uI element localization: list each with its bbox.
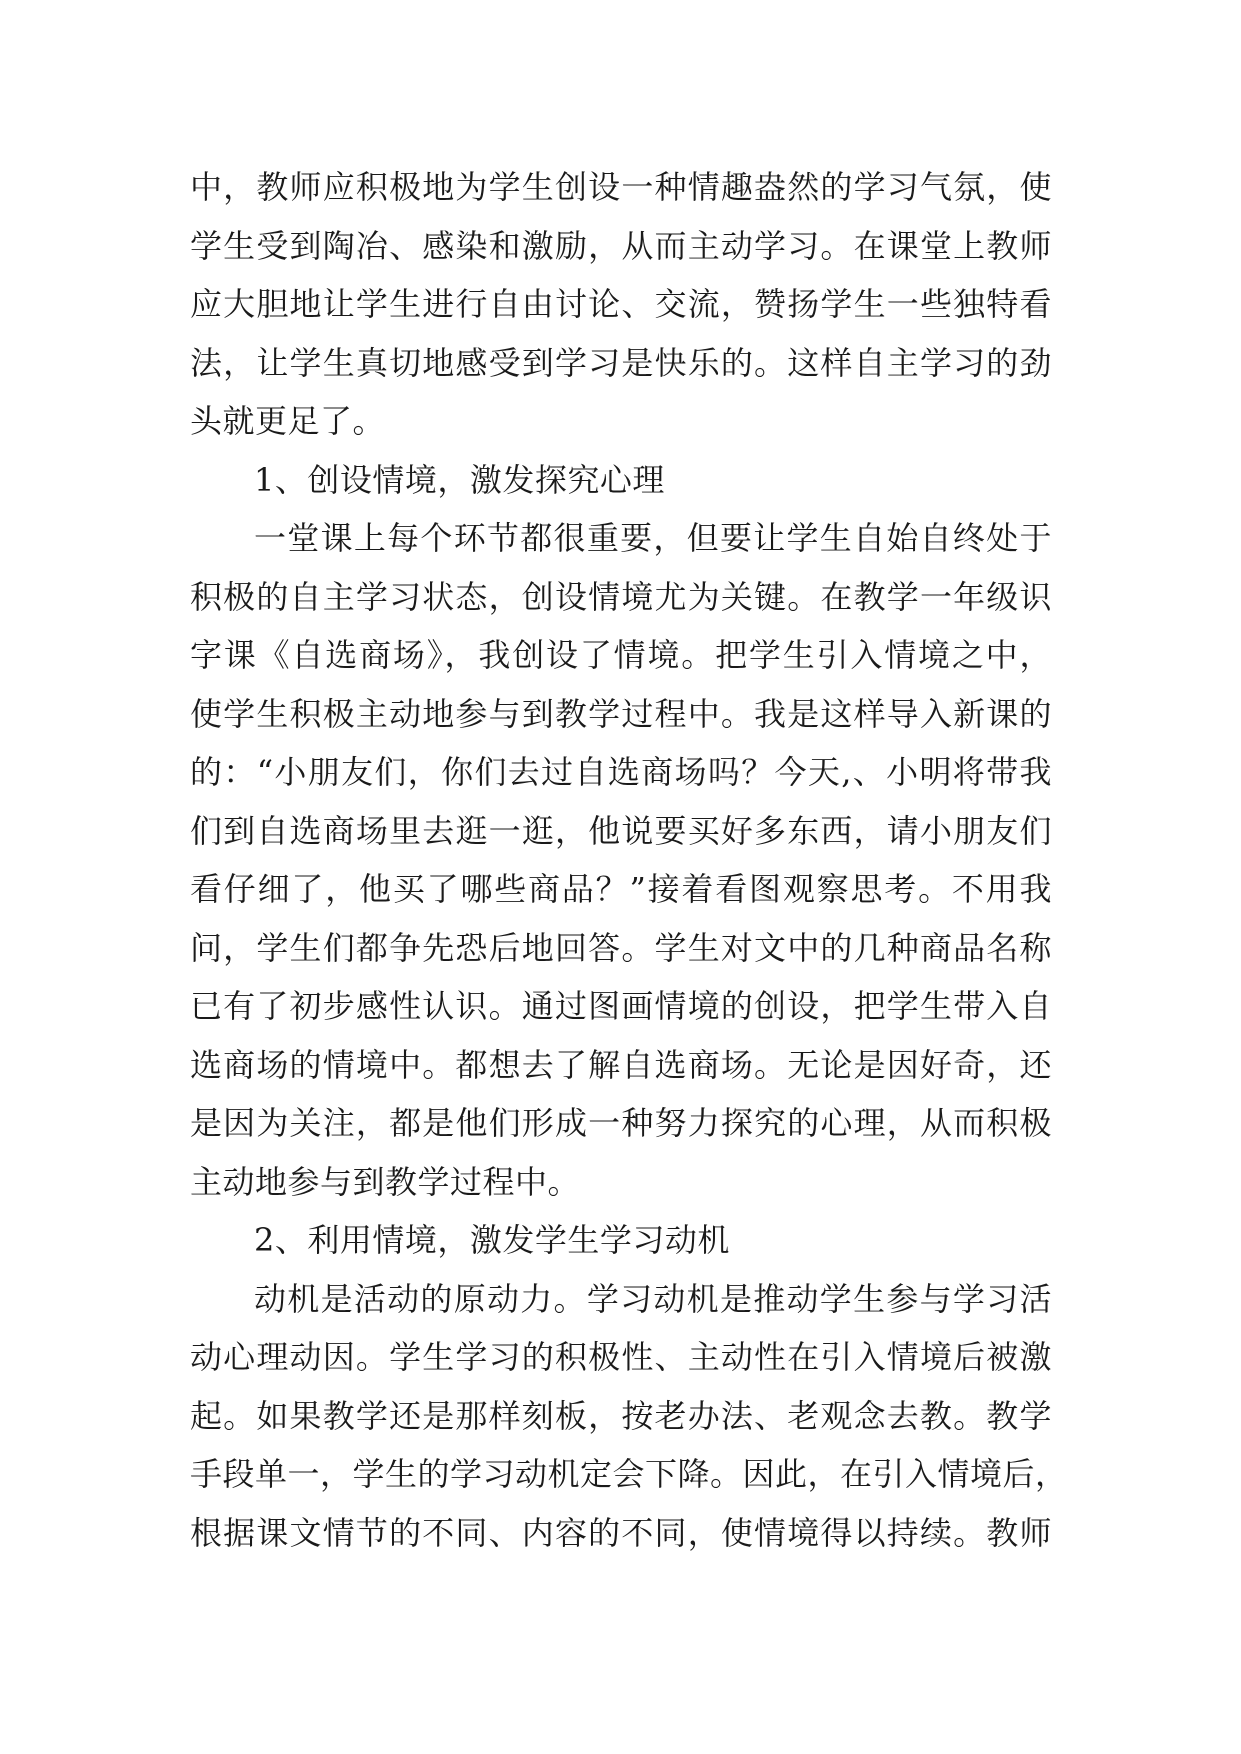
paragraph-line: 根据课文情节的不同、内容的不同，使情境得以持续。教师: [190, 1513, 1052, 1552]
section-heading: 1、创设情境，激发探究心理: [254, 460, 665, 499]
paragraph-line: 看仔细了，他买了哪些商品？”接着看图观察思考。不用我: [190, 870, 1052, 908]
paragraph-line: 动心理动因。学生学习的积极性、主动性在引入情境后被激: [190, 1338, 1052, 1376]
paragraph-line: 选商场的情境中。都想去了解自选商场。无论是因好奇，还: [190, 1045, 1052, 1084]
paragraph-line: 中，教师应积极地为学生创设一种情趣盎然的学习气氛，使: [190, 168, 1052, 206]
paragraph-line: 起。如果教学还是那样刻板，按老办法、老观念去教。教学: [190, 1396, 1052, 1435]
paragraph-line: 的：“小朋友们，你们去过自选商场吗？今天,、小明将带我: [190, 753, 1052, 791]
paragraph-line: 是因为关注，都是他们形成一种努力探究的心理，从而积极: [190, 1104, 1052, 1142]
paragraph-line: 主动地参与到教学过程中。: [190, 1162, 581, 1201]
paragraph-line: 问，学生们都争先恐后地回答。学生对文中的几种商品名称: [190, 928, 1052, 967]
section-heading: 2、利用情境，激发学生学习动机: [254, 1221, 730, 1259]
paragraph-line: 动机是活动的原动力。学习动机是推动学生参与学习活: [254, 1279, 1052, 1318]
paragraph-line: 字课《自选商场》，我创设了情境。把学生引入情境之中，: [190, 636, 1052, 674]
paragraph-line: 手段单一，学生的学习动机定会下降。因此，在引入情境后，: [190, 1455, 1068, 1493]
paragraph-line: 已有了初步感性认识。通过图画情境的创设，把学生带入自: [190, 987, 1052, 1025]
paragraph-line: 积极的自主学习状态，创设情境尤为关键。在教学一年级识: [190, 577, 1052, 616]
paragraph-line: 们到自选商场里去逛一逛，他说要买好多东西，请小朋友们: [190, 811, 1052, 850]
paragraph-line: 法，让学生真切地感受到学习是快乐的。这样自主学习的劲: [190, 343, 1052, 382]
paragraph-line: 学生受到陶冶、感染和激励，从而主动学习。在课堂上教师: [190, 226, 1052, 265]
paragraph-line: 应大胆地让学生进行自由讨论、交流，赞扬学生一些独特看: [190, 285, 1052, 323]
paragraph-line: 头就更足了。: [190, 402, 386, 440]
paragraph-line: 一堂课上每个环节都很重要，但要让学生自始自终处于: [254, 519, 1052, 557]
body-text: [190, 158, 1068, 1562]
paragraph-line: 使学生积极主动地参与到教学过程中。我是这样导入新课的: [190, 694, 1052, 733]
